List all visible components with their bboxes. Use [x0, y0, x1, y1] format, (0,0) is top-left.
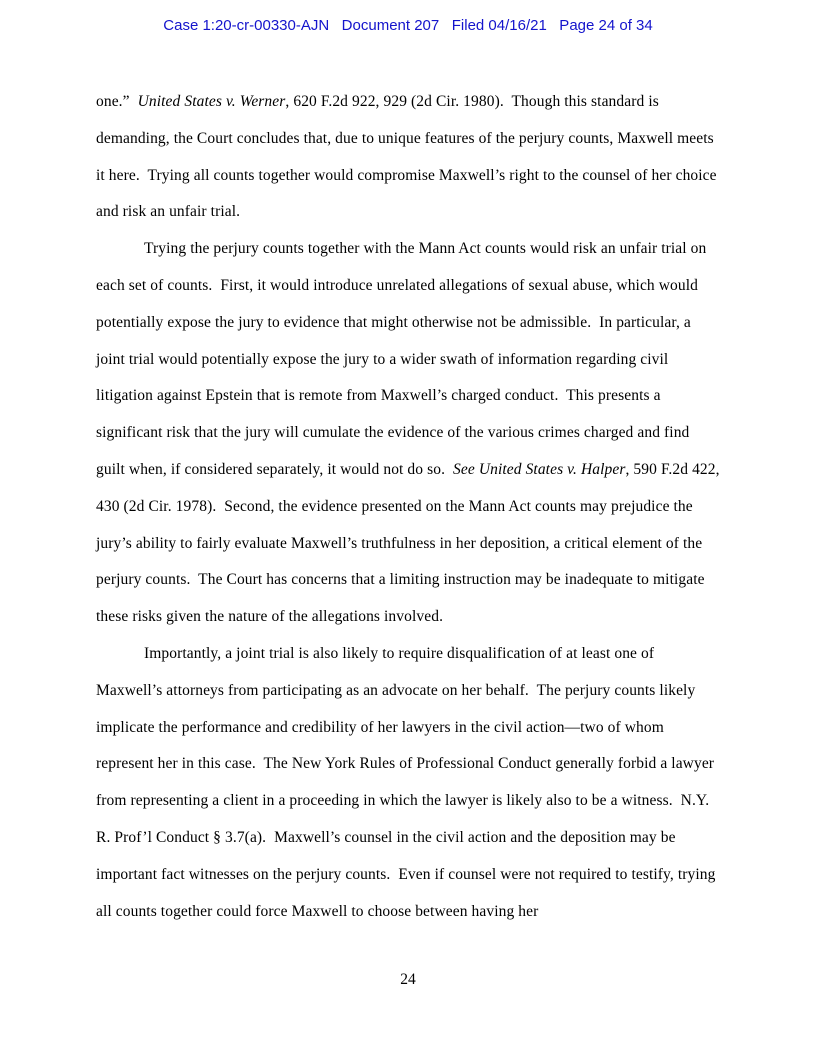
text-run: Importantly, a joint trial is also likely to require disqualification of at least one of Maxwell’s attorneys from participating as an advocate on her behalf. The perjury counts likely implicate the performance and credibility of her lawyers in the civil action—two of whom represent her in this case. The New York Rules of Professional Conduct generally forbid a lawyer from representing a client in a proceeding in which the lawyer is likely also to be a witness. N.Y. R. Prof’l Conduct § 3.7(a). Maxwell’s counsel in the civil action and the deposition may be important fact witnesses on the perjury counts. Even if counsel were not required to testify, trying all counts together could force Maxwell to choose between having her — [96, 644, 720, 920]
page-number: 24 — [400, 971, 416, 988]
text-run: , 590 F.2d 422, 430 (2d Cir. 1978). Second, the evidence presented on the Mann Act counts may prejudice the jury’s ability to fairly evaluate Maxwell’s truthfulness in her deposition, a critical element of the perjury counts. The Court has concerns that a limiting instruction may be inadequate to mitigate these risks given the nature of the allegations involved. — [96, 460, 724, 626]
case-citation: United States v. Werner — [137, 93, 286, 110]
text-run: one.” — [96, 93, 138, 110]
paragraph — [96, 231, 722, 636]
paragraph — [96, 636, 722, 930]
paragraph — [96, 84, 722, 231]
case-citation: See United States v. Halper — [453, 460, 626, 478]
case-header-stamp: Case 1:20-cr-00330-AJN Document 207 Filed 04/16/21 Page 24 of 34 — [163, 17, 653, 34]
text-run: , 620 F.2d 922, 929 (2d Cir. 1980). Though this standard is demanding, the Court concludes that, due to unique features of the perjury counts, Maxwell meets it here. Trying all counts together would compromise Maxwell’s right to the counsel of her choice and risk an unfair trial. — [96, 93, 721, 221]
text-run: Trying the perjury counts together with the Mann Act counts would risk an unfair trial on each set of counts. First, it would introduce unrelated allegations of sexual abuse, which would potentially expose the jury to evidence that might otherwise not be admissible. In particular, a joint trial would potentially expose the jury to a wider swath of information regarding civil litigation against Epstein that is remote from Maxwell’s charged conduct. This presents a significant risk that the jury will cumulate the evidence of the various crimes charged and find guilt when, if considered separately, it would not do so. — [96, 240, 711, 478]
document-body — [96, 84, 722, 930]
